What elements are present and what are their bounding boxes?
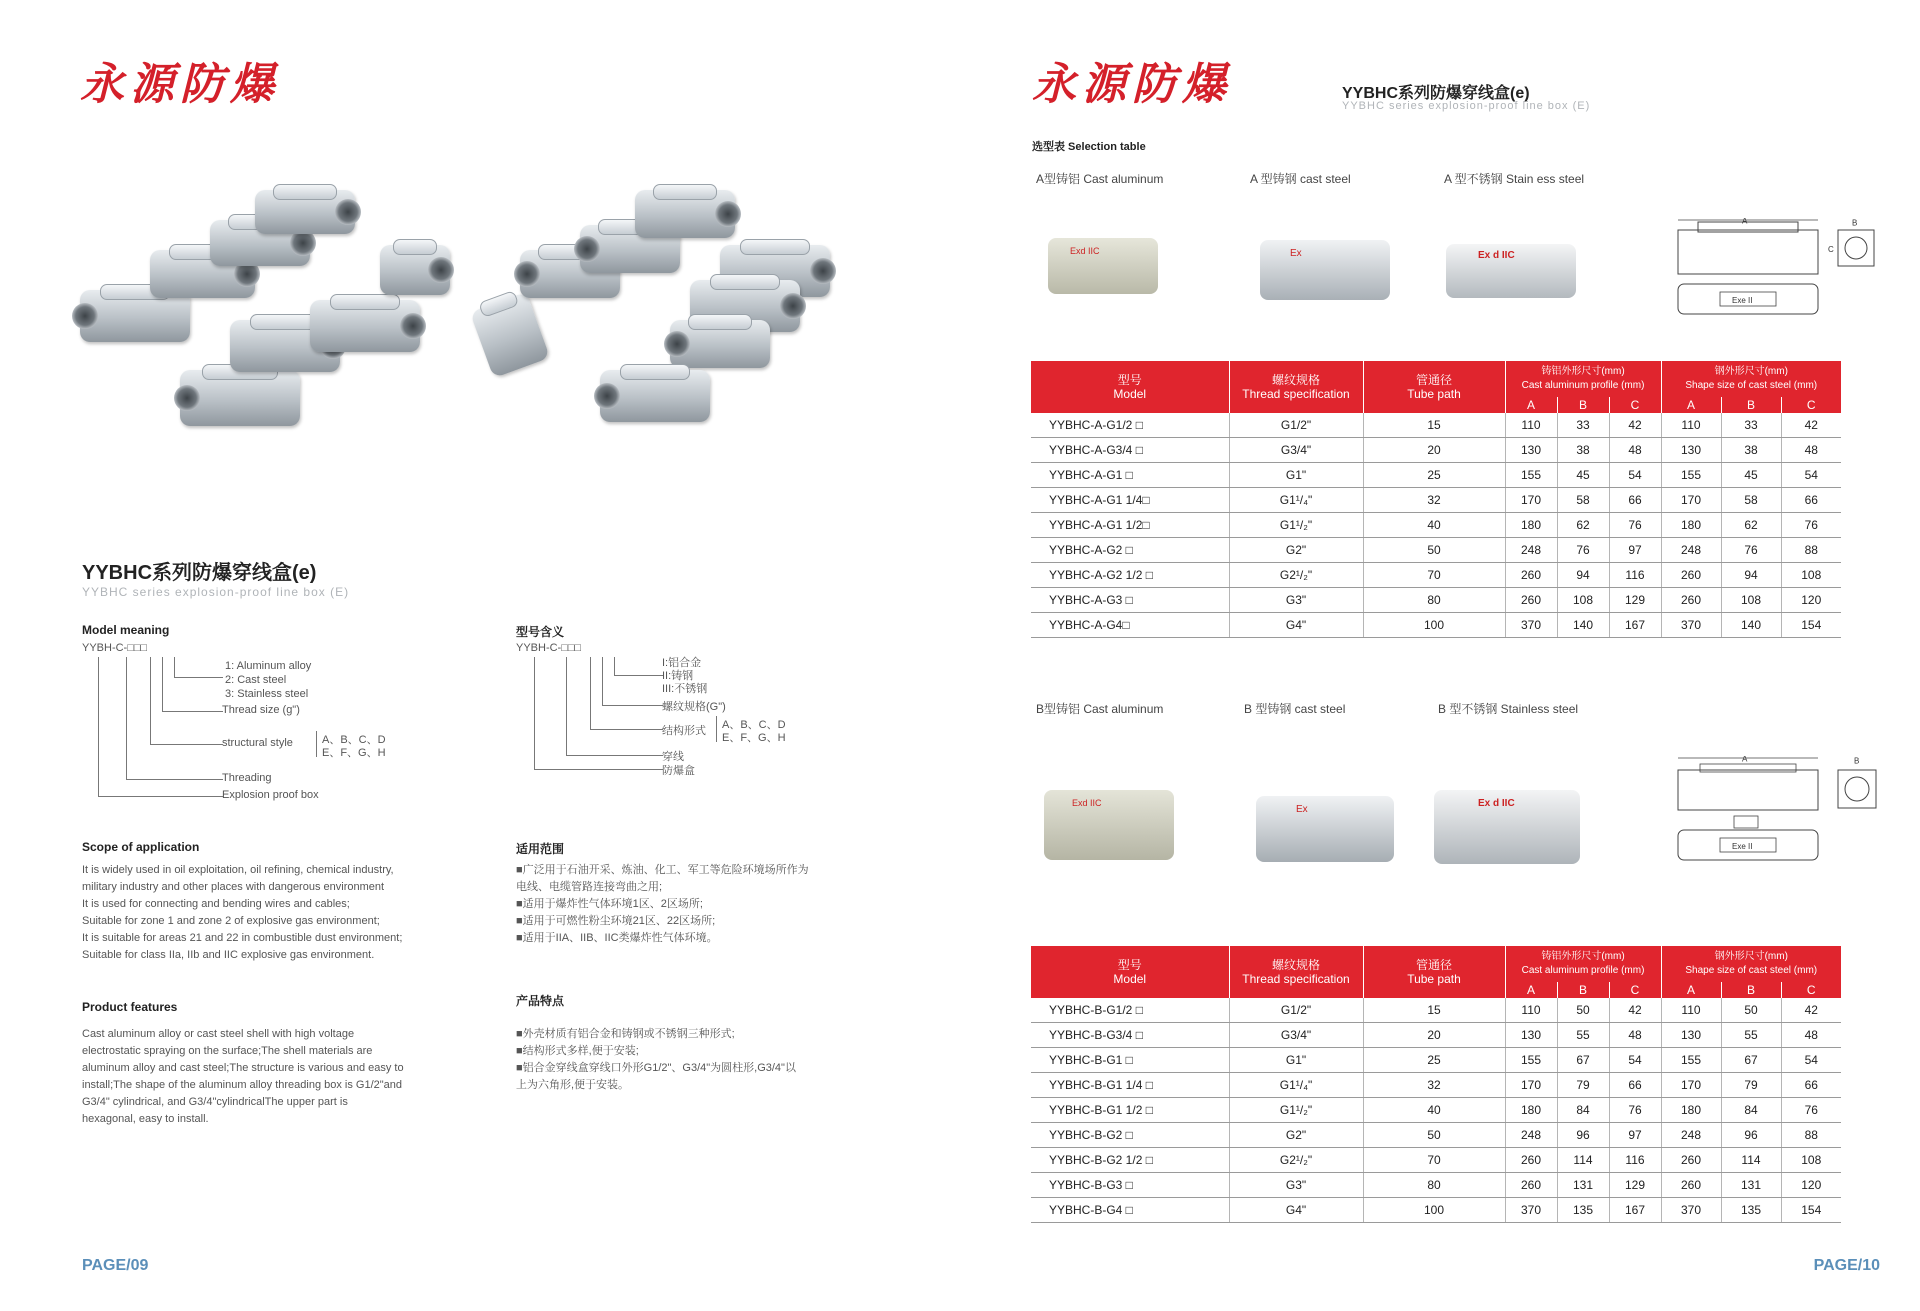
table-cell: 15 (1363, 998, 1505, 1023)
table-cell: 76 (1781, 513, 1841, 538)
table-body (1031, 413, 1841, 638)
table-cell: 42 (1781, 413, 1841, 438)
table-cell: 40 (1363, 513, 1505, 538)
table-cell: 50 (1363, 1123, 1505, 1148)
col-model: 型号 Model (1031, 361, 1229, 413)
table-cell: 67 (1721, 1048, 1781, 1073)
table-row (1031, 1148, 1841, 1173)
table-row (1031, 588, 1841, 613)
model-cell: YYBHC-B-G1 □ (1031, 1048, 1229, 1073)
table-cell: 54 (1781, 463, 1841, 488)
table-cell: 79 (1721, 1073, 1781, 1098)
table-cell: 100 (1363, 613, 1505, 638)
col-steel-profile: 钢外形尺寸(mm) Shape size of cast steel (mm) (1661, 946, 1841, 982)
table-cell: 170 (1661, 1073, 1721, 1098)
table-cell: 170 (1505, 1073, 1557, 1098)
table-cell: 260 (1505, 1148, 1557, 1173)
model-cell: YYBHC-B-G3 □ (1031, 1173, 1229, 1198)
table-row (1031, 1048, 1841, 1073)
col-tube: 管通径 Tube path (1363, 361, 1505, 413)
table-cell: 180 (1661, 1098, 1721, 1123)
table-cell: G1" (1229, 1048, 1363, 1073)
table-cell: 45 (1721, 463, 1781, 488)
table-cell: 76 (1721, 538, 1781, 563)
table-cell: G1¹/₂" (1229, 513, 1363, 538)
col-a: A (1505, 982, 1557, 998)
table-row (1031, 1073, 1841, 1098)
page-title: YYBHC系列防爆穿线盒(e) (1342, 85, 1530, 102)
table-row (1031, 613, 1841, 638)
product-photo (380, 245, 450, 295)
table-cell: 32 (1363, 1073, 1505, 1098)
table-cell: 96 (1557, 1123, 1609, 1148)
material-option-cn: II:铸钢 (662, 670, 694, 682)
table-cell: 40 (1363, 1098, 1505, 1123)
table-cell: 88 (1781, 1123, 1841, 1148)
table-cell: 170 (1505, 488, 1557, 513)
table-cell: 140 (1557, 613, 1609, 638)
table-cell: G1¹/₄" (1229, 1073, 1363, 1098)
features-cn-text: ■外壳材质有铝合金和铸钢或不锈钢三种形式; ■结构形式多样,便于安装; ■铝合金穿线盒穿线口外形G1/2"、G3/4"为圆柱形,G3/4"以 上为六角形,便于安装。 (516, 1028, 796, 1091)
product-photo (310, 300, 420, 352)
table-cell: 260 (1505, 588, 1557, 613)
table-cell: 154 (1781, 613, 1841, 638)
table-cell: G1/2" (1229, 998, 1363, 1023)
table-cell: 260 (1505, 1173, 1557, 1198)
table-cell: 84 (1721, 1098, 1781, 1123)
model-cell: YYBHC-B-G2 □ (1031, 1123, 1229, 1148)
table-cell: 48 (1609, 438, 1661, 463)
table-cell: 97 (1609, 538, 1661, 563)
table-cell: 38 (1721, 438, 1781, 463)
styles-row-cn: E、F、G、H (722, 732, 786, 744)
table-cell: 42 (1609, 998, 1661, 1023)
model-cell: YYBHC-A-G3/4 □ (1031, 438, 1229, 463)
structural-style-cn-label: 结构形式 (662, 725, 706, 737)
product-photo (635, 190, 735, 238)
col-thread: 螺纹规格 Thread specification (1229, 946, 1363, 998)
scope-cn-heading: 适用范围 (516, 842, 565, 856)
table-cell: 20 (1363, 1023, 1505, 1048)
table-cell: 260 (1661, 588, 1721, 613)
model-cell: YYBHC-A-G1 □ (1031, 463, 1229, 488)
product-photo (470, 292, 550, 378)
cast-aluminum-photo (1048, 238, 1158, 294)
page-subtitle: YYBHC series explosion-proof line box (E) (1342, 100, 1591, 112)
table-cell: 48 (1781, 1023, 1841, 1048)
table-cell: 129 (1609, 1173, 1661, 1198)
model-cell: YYBHC-A-G2 □ (1031, 538, 1229, 563)
structural-style-label: structural style (222, 737, 293, 749)
table-cell: G4" (1229, 613, 1363, 638)
selection-table-heading: 选型表 Selection table (1032, 141, 1146, 153)
table-cell: 155 (1505, 1048, 1557, 1073)
explosion-proof-box-label: Explosion proof box (222, 789, 319, 801)
selection-table-b (1031, 946, 1841, 1223)
table-cell: 100 (1363, 1198, 1505, 1223)
table-cell: 42 (1609, 413, 1661, 438)
table-body (1031, 998, 1841, 1223)
col-b: B (1721, 982, 1781, 998)
table-cell: 120 (1781, 1173, 1841, 1198)
table-cell: 114 (1721, 1148, 1781, 1173)
table-cell: 108 (1781, 563, 1841, 588)
table-cell: 248 (1661, 1123, 1721, 1148)
scope-cn-text: ■广泛用于石油开采、炼油、化工、军工等危险环境场所作为 电线、电缆管路连接弯曲之用; ■适用于爆炸性气体环境1区、2区场所; ■适用于可燃性粉尘环境21区、22区场所; ■适用于IIA、IIB、IIC类爆炸性气体环境。 (516, 864, 809, 944)
table-row (1031, 1198, 1841, 1223)
table-cell: 50 (1721, 998, 1781, 1023)
model-cell: YYBHC-B-G1 1/4 □ (1031, 1073, 1229, 1098)
table-cell: 62 (1721, 513, 1781, 538)
table-cell: G1¹/₄" (1229, 488, 1363, 513)
table-cell: 76 (1609, 1098, 1661, 1123)
table-cell: 15 (1363, 413, 1505, 438)
dimension-drawing-a (1670, 218, 1880, 323)
table-cell: 76 (1609, 513, 1661, 538)
table-cell: G3" (1229, 588, 1363, 613)
table-cell: 167 (1609, 613, 1661, 638)
table-cell: 260 (1661, 1148, 1721, 1173)
table-cell: 130 (1505, 438, 1557, 463)
table-cell: 135 (1557, 1198, 1609, 1223)
table-cell: G2¹/₂" (1229, 1148, 1363, 1173)
table-cell: 25 (1363, 463, 1505, 488)
dimension-drawing-b (1670, 756, 1880, 866)
cast-steel-photo (1260, 240, 1390, 300)
table-cell: 50 (1557, 998, 1609, 1023)
table-cell: G1¹/₂" (1229, 1098, 1363, 1123)
styles-row-cn: A、B、C、D (722, 719, 786, 731)
table-cell: 131 (1557, 1173, 1609, 1198)
features-cn-heading: 产品特点 (516, 994, 565, 1008)
col-alu-profile: 铸铝外形尺寸(mm) Cast aluminum profile (mm) (1505, 361, 1661, 397)
table-cell: 58 (1721, 488, 1781, 513)
model-cell: YYBHC-B-G1/2 □ (1031, 998, 1229, 1023)
bracket-line (316, 731, 317, 757)
col-b: B (1557, 982, 1609, 998)
material-option: 3: Stainless steel (225, 688, 309, 700)
model-code-cn: YYBH-C-□□□ (516, 642, 582, 654)
leader-line (614, 657, 663, 676)
page-number: PAGE/09 (82, 1257, 149, 1274)
explosion-proof-box-cn-label: 防爆盒 (662, 765, 695, 777)
product-photo (180, 370, 300, 426)
table-cell: 42 (1781, 998, 1841, 1023)
table-row (1031, 563, 1841, 588)
brand-logo: 永源防爆 (80, 59, 280, 110)
table-cell: 110 (1505, 413, 1557, 438)
table-cell: 170 (1661, 488, 1721, 513)
table-cell: 370 (1505, 1198, 1557, 1223)
variant-label: B 型铸钢 cast steel (1244, 702, 1346, 716)
table-cell: 110 (1661, 413, 1721, 438)
table-cell: G3/4" (1229, 1023, 1363, 1048)
model-cell: YYBHC-B-G1 1/2 □ (1031, 1098, 1229, 1123)
nameplate-label: Ex (1296, 804, 1308, 815)
product-photo (670, 320, 770, 368)
threading-label: Threading (222, 772, 272, 784)
table-cell: 94 (1557, 563, 1609, 588)
table-cell: 131 (1721, 1173, 1781, 1198)
table-cell: 116 (1609, 563, 1661, 588)
model-cell: YYBHC-A-G3 □ (1031, 588, 1229, 613)
right-page (960, 0, 1920, 1311)
variant-label: A型铸铝 Cast aluminum (1036, 172, 1164, 186)
table-cell: 120 (1781, 588, 1841, 613)
table-cell: G1/2" (1229, 413, 1363, 438)
styles-row: A、B、C、D (322, 734, 386, 746)
table-cell: 32 (1363, 488, 1505, 513)
model-cell: YYBHC-A-G4□ (1031, 613, 1229, 638)
table-cell: 70 (1363, 1148, 1505, 1173)
dim-b-label: B (1852, 218, 1858, 228)
table-cell: 38 (1557, 438, 1609, 463)
table-row (1031, 1123, 1841, 1148)
brand-logo: 永源防爆 (1032, 59, 1232, 110)
table-cell: 76 (1781, 1098, 1841, 1123)
table-cell: 116 (1609, 1148, 1661, 1173)
model-cell: YYBHC-A-G1 1/2□ (1031, 513, 1229, 538)
dim-a-label: A (1742, 756, 1748, 764)
table-cell: 58 (1557, 488, 1609, 513)
nameplate-label: Ex d IIC (1478, 798, 1515, 809)
nameplate-text: Exe II (1732, 842, 1753, 851)
col-model: 型号 Model (1031, 946, 1229, 998)
styles-row: E、F、G、H (322, 747, 386, 759)
variant-label: B型铸铝 Cast aluminum (1036, 702, 1164, 716)
table-cell: 54 (1609, 463, 1661, 488)
table-cell: 180 (1505, 1098, 1557, 1123)
table-cell: 130 (1661, 438, 1721, 463)
model-code: YYBH-C-□□□ (82, 642, 148, 654)
table-cell: G2" (1229, 538, 1363, 563)
col-a: A (1661, 397, 1721, 413)
stainless-steel-photo (1434, 790, 1580, 864)
table-cell: 66 (1781, 1073, 1841, 1098)
table-cell: G3/4" (1229, 438, 1363, 463)
table-cell: G2¹/₂" (1229, 563, 1363, 588)
table-cell: 370 (1661, 1198, 1721, 1223)
model-cell: YYBHC-A-G1 1/4□ (1031, 488, 1229, 513)
model-cell: YYBHC-A-G1/2 □ (1031, 413, 1229, 438)
variant-label: A 型铸钢 cast steel (1250, 172, 1351, 186)
features-text: Cast aluminum alloy or cast steel shell with high voltage electrostatic spraying on the surface;The shell materials are aluminum alloy and cast steel;The structure is various and easy to install;The shape of the aluminum alloy threading box is G1/2"and G3/4" cylindrical, and G3/4"cylindricalThe upper part is hexagonal, easy to install. (82, 1028, 404, 1125)
table-cell: 67 (1557, 1048, 1609, 1073)
table-cell: 155 (1505, 463, 1557, 488)
table-cell: 180 (1661, 513, 1721, 538)
model-cell: YYBHC-A-G2 1/2 □ (1031, 563, 1229, 588)
col-steel-profile: 钢外形尺寸(mm) Shape size of cast steel (mm) (1661, 361, 1841, 397)
table-cell: 48 (1609, 1023, 1661, 1048)
table-cell: 48 (1781, 438, 1841, 463)
col-thread: 螺纹规格 Thread specification (1229, 361, 1363, 413)
table-cell: 110 (1505, 998, 1557, 1023)
table-row (1031, 538, 1841, 563)
table-cell: 260 (1661, 1173, 1721, 1198)
col-a: A (1505, 397, 1557, 413)
col-b: B (1557, 397, 1609, 413)
table-cell: 129 (1609, 588, 1661, 613)
table-cell: 55 (1557, 1023, 1609, 1048)
table-row (1031, 413, 1841, 438)
table-cell: 110 (1661, 998, 1721, 1023)
table-cell: 76 (1557, 538, 1609, 563)
table-cell: 370 (1661, 613, 1721, 638)
table-row (1031, 1098, 1841, 1123)
table-cell: G1" (1229, 463, 1363, 488)
table-cell: 97 (1609, 1123, 1661, 1148)
material-option-cn: III:不锈钢 (662, 683, 708, 695)
table-cell: G4" (1229, 1198, 1363, 1223)
nameplate-label: Exd IIC (1072, 798, 1102, 808)
table-cell: 50 (1363, 538, 1505, 563)
page-number: PAGE/10 (1813, 1257, 1880, 1274)
table-cell: 154 (1781, 1198, 1841, 1223)
table-cell: 55 (1721, 1023, 1781, 1048)
col-c: C (1781, 397, 1841, 413)
nameplate-label: Ex (1290, 248, 1302, 259)
scope-heading: Scope of application (82, 840, 200, 854)
table-cell: 45 (1557, 463, 1609, 488)
table-cell: G3" (1229, 1173, 1363, 1198)
table-cell: 84 (1557, 1098, 1609, 1123)
table-cell: 79 (1557, 1073, 1609, 1098)
table-cell: 135 (1721, 1198, 1781, 1223)
thread-size-cn-label: 螺纹规格(G") (662, 701, 726, 713)
model-cell: YYBHC-B-G2 1/2 □ (1031, 1148, 1229, 1173)
table-cell: 88 (1781, 538, 1841, 563)
threading-cn-label: 穿线 (662, 751, 684, 763)
table-cell: 70 (1363, 563, 1505, 588)
table-cell: 260 (1505, 563, 1557, 588)
dim-a-label: A (1742, 218, 1748, 226)
model-meaning-heading: Model meaning (82, 623, 170, 637)
cast-aluminum-photo (1044, 790, 1174, 860)
table-cell: 66 (1609, 488, 1661, 513)
table-cell: 248 (1661, 538, 1721, 563)
thread-size-label: Thread size (g") (222, 704, 300, 716)
table-cell: 108 (1781, 1148, 1841, 1173)
variant-label: A 型不锈钢 Stain ess steel (1444, 172, 1585, 186)
cast-steel-photo (1256, 796, 1394, 862)
table-cell: 260 (1661, 563, 1721, 588)
table-cell: 54 (1609, 1048, 1661, 1073)
table-cell: 25 (1363, 1048, 1505, 1073)
table-cell: 108 (1557, 588, 1609, 613)
table-cell: 155 (1661, 1048, 1721, 1073)
features-heading: Product features (82, 1000, 178, 1014)
model-cell: YYBHC-B-G4 □ (1031, 1198, 1229, 1223)
table-cell: 80 (1363, 1173, 1505, 1198)
page-title: YYBHC系列防爆穿线盒(e) (82, 562, 317, 584)
table-cell: 80 (1363, 588, 1505, 613)
table-cell: 33 (1557, 413, 1609, 438)
table-row (1031, 463, 1841, 488)
table-row (1031, 513, 1841, 538)
table-cell: 155 (1661, 463, 1721, 488)
col-c: C (1781, 982, 1841, 998)
model-meaning-cn-heading: 型号含义 (516, 625, 565, 639)
material-option: 2: Cast steel (225, 674, 287, 686)
dim-c-label: C (1828, 245, 1834, 254)
table-cell: 370 (1505, 613, 1557, 638)
col-tube: 管通径 Tube path (1363, 946, 1505, 998)
leader-line (174, 657, 223, 678)
table-cell: 167 (1609, 1198, 1661, 1223)
page-subtitle: YYBHC series explosion-proof line box (E) (82, 585, 350, 599)
table-cell: 66 (1609, 1073, 1661, 1098)
table-cell: 62 (1557, 513, 1609, 538)
col-c: C (1609, 397, 1661, 413)
table-row (1031, 1173, 1841, 1198)
table-cell: 130 (1661, 1023, 1721, 1048)
table-cell: 33 (1721, 413, 1781, 438)
material-option-cn: I:铝合金 (662, 657, 702, 669)
nameplate-label: Ex d IIC (1478, 250, 1515, 261)
table-row (1031, 438, 1841, 463)
dim-b-label: B (1854, 756, 1860, 766)
table-cell: 94 (1721, 563, 1781, 588)
table-cell: 180 (1505, 513, 1557, 538)
table-row (1031, 1023, 1841, 1048)
table-row (1031, 998, 1841, 1023)
product-photo (600, 370, 710, 422)
product-photo (255, 190, 355, 234)
variant-label: B 型不锈钢 Stainless steel (1438, 702, 1579, 716)
nameplate-text: Exe II (1732, 296, 1753, 305)
selection-table-a (1031, 361, 1841, 638)
scope-text: It is widely used in oil exploitation, oil refining, chemical industry, military industry and other places with dangerous environment It is used for connecting and bending wires and cables; Suitable for zone 1 and zone 2 of explosive gas environment; It is suitable for areas 21 and 22 in combustible dust environment; Suitable for class IIa, IIb and IIC explosive gas environment. (82, 864, 403, 961)
col-b: B (1721, 397, 1781, 413)
table-cell: G2" (1229, 1123, 1363, 1148)
col-c: C (1609, 982, 1661, 998)
table-cell: 130 (1505, 1023, 1557, 1048)
table-cell: 20 (1363, 438, 1505, 463)
material-option: 1: Aluminum alloy (225, 660, 312, 672)
table-cell: 140 (1721, 613, 1781, 638)
table-row (1031, 488, 1841, 513)
table-cell: 108 (1721, 588, 1781, 613)
product-photo-collage (80, 190, 880, 460)
table-cell: 248 (1505, 1123, 1557, 1148)
table-cell: 114 (1557, 1148, 1609, 1173)
table-cell: 66 (1781, 488, 1841, 513)
table-cell: 248 (1505, 538, 1557, 563)
col-a: A (1661, 982, 1721, 998)
table-cell: 96 (1721, 1123, 1781, 1148)
bracket-line (716, 716, 717, 742)
table-cell: 54 (1781, 1048, 1841, 1073)
model-cell: YYBHC-B-G3/4 □ (1031, 1023, 1229, 1048)
nameplate-label: Exd IIC (1070, 246, 1100, 256)
col-alu-profile: 铸铝外形尺寸(mm) Cast aluminum profile (mm) (1505, 946, 1661, 982)
stainless-steel-photo (1446, 244, 1576, 298)
